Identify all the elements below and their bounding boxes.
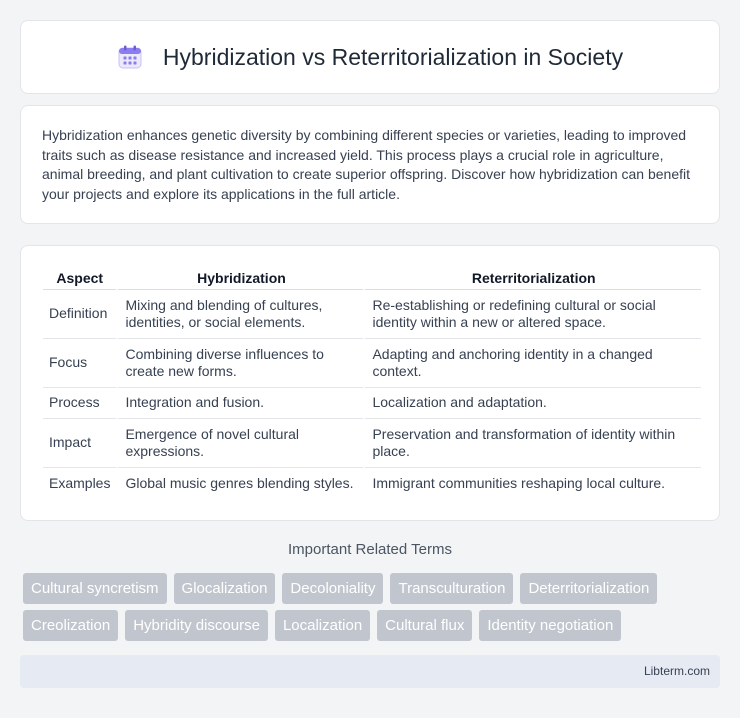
header-hybridization: Hybridization	[116, 264, 363, 290]
table-header-row	[43, 264, 701, 290]
intro-text: Hybridization enhances genetic diversity by combining different species or varieties, leading to improved traits such as disease resistance and increased yield. This process plays a crucial role in agriculture, animal breeding, and plant cultivation to create superior offspring. Discover how hybridization can benefit your projects and explore its applications in the full article.	[42, 127, 690, 202]
footer-brand-link[interactable]: Libterm.com	[643, 664, 710, 678]
row-hybridization: Mixing and blending of cultures, identities, or social elements.	[116, 290, 363, 339]
header-reterritorialization: Reterritorialization	[363, 264, 701, 290]
tag-decoloniality[interactable]: Decoloniality	[282, 573, 383, 604]
comparison-card	[20, 245, 720, 521]
table-row	[43, 339, 701, 388]
tag-hybridity-discourse[interactable]: Hybridity discourse	[125, 610, 268, 641]
tag-localization[interactable]: Localization	[275, 610, 370, 641]
calendar-icon	[117, 44, 143, 70]
row-reterritorialization: Immigrant communities reshaping local culture.	[363, 468, 701, 499]
tag-creolization[interactable]: Creolization	[23, 610, 118, 641]
tag-glocalization[interactable]: Glocalization	[174, 573, 276, 604]
row-hybridization: Emergence of novel cultural expressions.	[116, 419, 363, 468]
table-row	[43, 290, 701, 339]
row-aspect: Process	[43, 388, 116, 419]
table-row	[43, 468, 701, 499]
row-reterritorialization: Preservation and transformation of identity within place.	[363, 419, 701, 468]
header-card	[20, 20, 720, 94]
comparison-table	[43, 264, 701, 499]
related-terms-list	[23, 573, 723, 641]
footer	[20, 655, 720, 688]
row-reterritorialization: Re-establishing or redefining cultural or social identity within a new or altered space.	[363, 290, 701, 339]
header-aspect: Aspect	[43, 264, 116, 290]
tag-cultural-syncretism[interactable]: Cultural syncretism	[23, 573, 167, 604]
row-aspect: Definition	[43, 290, 116, 339]
tag-cultural-flux[interactable]: Cultural flux	[377, 610, 472, 641]
row-hybridization: Integration and fusion.	[116, 388, 363, 419]
page-title: Hybridization vs Reterritorialization in Society	[162, 43, 624, 70]
table-row	[43, 388, 701, 419]
row-aspect: Impact	[43, 419, 116, 468]
related-terms-title: Important Related Terms	[288, 541, 452, 558]
row-reterritorialization: Adapting and anchoring identity in a changed context.	[363, 339, 701, 388]
row-hybridization: Combining diverse influences to create new forms.	[116, 339, 363, 388]
row-hybridization: Global music genres blending styles.	[116, 468, 363, 499]
row-aspect: Focus	[43, 339, 116, 388]
intro-card	[20, 105, 720, 224]
row-aspect: Examples	[49, 474, 111, 491]
tag-identity-negotiation[interactable]: Identity negotiation	[479, 610, 621, 641]
tag-deterritorialization[interactable]: Deterritorialization	[520, 573, 657, 604]
table-row	[43, 419, 701, 468]
tag-transculturation[interactable]: Transculturation	[390, 573, 513, 604]
row-reterritorialization: Localization and adaptation.	[363, 388, 701, 419]
